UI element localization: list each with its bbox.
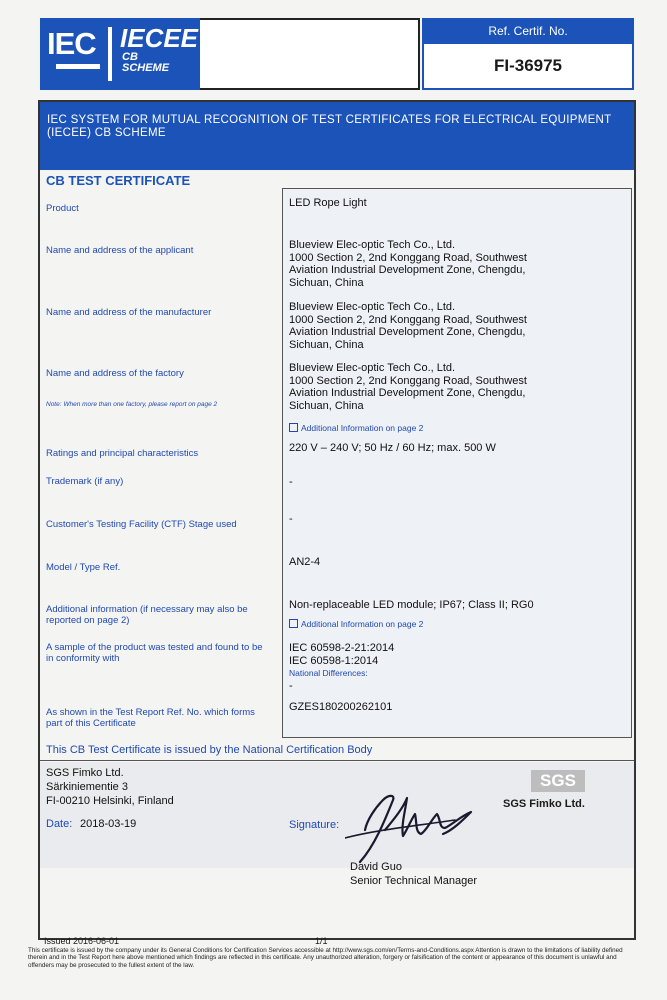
signature-image [345,790,480,865]
date-label: Date: [46,818,73,830]
signature-label: Signature: [289,819,340,831]
footer-disclaimer: This certificate is issued by the company under its General Conditions for Certification Services accessible at http://www.sgs.com/en/Terms-and-Conditions.aspx Attention is drawn to the limitations of liability defined therein and in the Test Report here above mentioned which findings are reflected in this certificate. Any unauthorized alteration, forgery or falsification of the content or appearance of this document is unlawful and offenders may be prosecuted to the fullest extent of the law. [28,947,623,969]
address-line: 1000 Section 2, 2nd Konggang Road, Southwest [289,251,527,264]
label-trademark: Trademark (if any) [46,476,124,487]
label-manufacturer: Name and address of the manufacturer [46,307,212,318]
sgs-company-name: SGS Fimko Ltd. [503,798,585,810]
iec-logo-text: IEC [47,26,96,61]
address-line: Sichuan, China [289,338,364,351]
value-trademark: - [289,476,293,488]
national-differences-value: - [289,679,293,692]
label-ratings: Ratings and principal characteristics [46,448,199,459]
address-line: Blueview Elec-optic Tech Co., Ltd. [289,239,456,251]
address-line: Blueview Elec-optic Tech Co., Ltd. [289,301,456,313]
label-model: Model / Type Ref. [46,562,121,573]
address-line: Aviation Industrial Development Zone, Chengdu, [289,264,526,276]
label-product: Product [46,203,79,214]
value-applicant [289,239,629,289]
standard-line: IEC 60598-2-21:2014 [289,642,395,654]
issued-date: Issued 2016-06-01 [44,936,120,946]
date-value: 2018-03-19 [80,818,137,830]
national-differences-label: National Differences: [289,668,368,678]
value-ctf: - [289,513,293,525]
address-line: 1000 Section 2, 2nd Konggang Road, Southwest [289,374,527,387]
label-report: As shown in the Test Report Ref. No. which forms part of this Certificate [46,707,255,729]
ref-number: FI-36975 [493,56,563,75]
ncb-city: FI-00210 Helsinki, Finland [46,795,174,807]
ref-label: Ref. Certif. No. [424,18,632,44]
additional-info-checkbox-2 [289,619,423,629]
logo-underline [56,64,100,69]
checkbox-icon [289,423,298,432]
address-line: Aviation Industrial Development Zone, Chengdu, [289,387,526,399]
value-manufacturer [289,301,629,351]
ncb-name: SGS Fimko Ltd. [46,767,124,779]
additional-info-label: Additional Information on page 2 [301,619,424,629]
value-factory [289,362,629,412]
logo-scheme: SCHEME [122,62,170,74]
value-standards [289,642,629,692]
iecee-logo-text: IECEE [120,23,199,53]
value-report-number: GZES180200262101 [289,701,393,713]
certificate-title: CB TEST CERTIFICATE [46,173,191,188]
issued-by-statement: This CB Test Certificate is issued by the National Certification Body [46,744,373,756]
factory-note: Note: When more than one factory, please report on page 2 [46,401,218,408]
address-line: 1000 Section 2, 2nd Konggang Road, Southwest [289,313,527,326]
logo-divider [108,27,112,81]
additional-info-checkbox-1 [289,423,423,433]
label-factory: Name and address of the factory [46,368,184,379]
page-number: 1/1 [315,936,328,946]
ncb-address [46,766,174,808]
signer-name: David Guo [350,861,402,873]
standard-line: IEC 60598-1:2014 [289,654,379,667]
address-line: Aviation Industrial Development Zone, Chengdu, [289,326,526,338]
divider [40,760,634,761]
value-ratings: 220 V – 240 V; 50 Hz / 60 Hz; max. 500 W [289,442,496,454]
checkbox-icon [289,619,298,628]
address-line: Sichuan, China [289,276,364,289]
value-additional: Non-replaceable LED module; IP67; Class II; RG0 [289,599,534,611]
ncb-street: Särkiniementie 3 [46,781,128,793]
sgs-logo: SGS [531,770,585,792]
label-applicant: Name and address of the applicant [46,245,194,256]
scheme-banner-text: IEC SYSTEM FOR MUTUAL RECOGNITION OF TEST CERTIFICATES FOR ELECTRICAL EQUIPMENT (IECEE) CB SCHEME [47,114,612,139]
signer-title: Senior Technical Manager [350,875,477,887]
value-model: AN2-4 [289,556,321,568]
value-product: LED Rope Light [289,197,367,209]
label-sample: A sample of the product was tested and found to be in conformity with [46,642,263,664]
cb-scheme-logo-text [122,52,169,74]
address-line: Sichuan, China [289,399,364,412]
additional-info-label: Additional Information on page 2 [301,423,424,433]
address-line: Blueview Elec-optic Tech Co., Ltd. [289,362,456,374]
logo-cb: CB [122,51,138,63]
signer-block [350,860,477,888]
label-additional: Additional information (if necessary may also be reported on page 2) [46,604,248,626]
label-ctf: Customer's Testing Facility (CTF) Stage used [46,519,237,530]
